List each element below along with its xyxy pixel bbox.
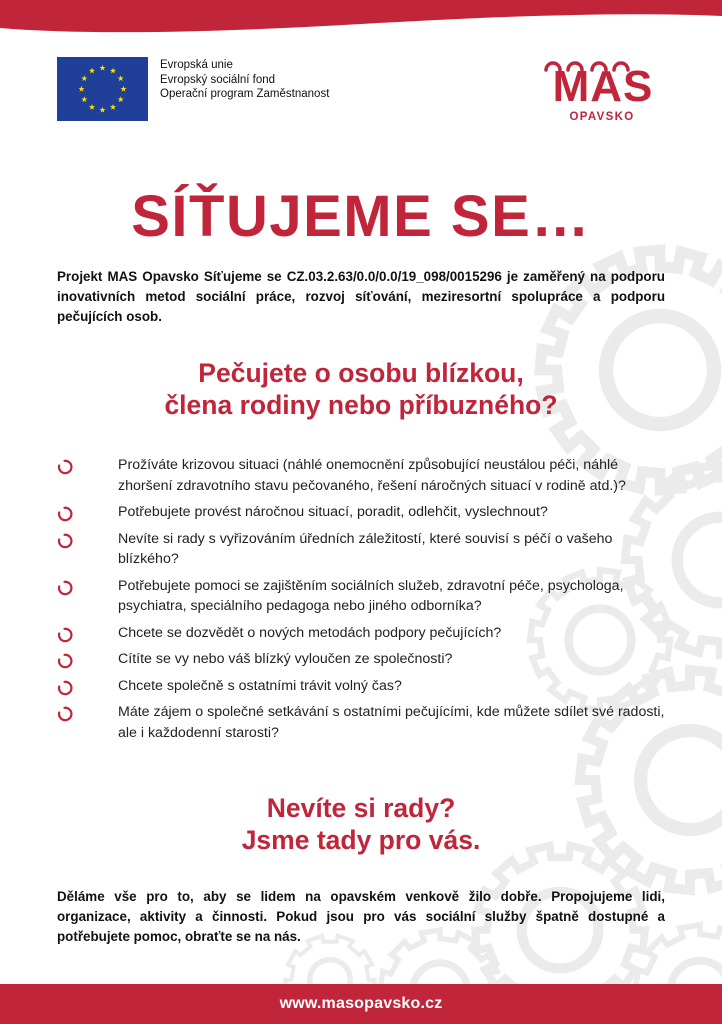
gear-hub-icon (677, 517, 722, 603)
top-wave-decoration (0, 0, 722, 48)
answer-heading (60, 792, 662, 856)
list-item-text: Nevíte si rady s vyřizováním úředních záležitostí, které souvisí s péčí o vašeho blízkého? (118, 530, 613, 567)
outro-paragraph: Děláme vše pro to, aby se lidem na opavském venkově žilo dobře. Propojujeme lidi, organizace, aktivity a činnosti. Pokud jsou pro vás sociální služby špatně dostupné a potřebujete pomoc, obraťte se na nás. (57, 889, 665, 944)
list-item-text: Chcete se dozvědět o nových metodách podpory pečujících? (118, 624, 502, 641)
ring-bullet-icon (56, 458, 74, 476)
ring-bullet-icon (56, 626, 74, 644)
question-line-1: Pečujete o osobu blízkou, (198, 358, 524, 388)
ring-bullet-icon (56, 505, 74, 523)
eu-flag-icon (57, 57, 148, 121)
ring-bullet-icon (56, 532, 74, 550)
eu-line-union: Evropská unie (160, 59, 233, 71)
list-item-text: Potřebujete pomoci se zajištěním sociálních služeb, zdravotní péče, psychologa, psychiatra, speciálního pedagoga nebo jiného odborníka? (118, 577, 624, 614)
mas-logo-subtitle: OPAVSKO (569, 111, 635, 123)
main-title: SÍŤUJEME SE… (131, 184, 591, 249)
footer-bar (0, 984, 722, 1024)
question-line-2: člena rodiny nebo příbuzného? (164, 390, 558, 420)
list-item-text: Prožíváte krizovou situaci (náhlé onemocnění způsobující neustálou péči, náhlé zhoršení zdravotního stavu pečovaného, řešení náročných situací v rodině atd.)? (118, 457, 626, 494)
answer-line-1: Nevíte si rady? (266, 793, 456, 823)
website-link[interactable]: www.masopavsko.cz (279, 995, 443, 1012)
list-item (56, 702, 666, 743)
list-item (56, 649, 666, 670)
eu-line-programme: Operační program Zaměstnanost (160, 88, 330, 100)
list-item (56, 529, 666, 570)
list-item-text: Cítíte se vy nebo váš blízký vyloučen ze společnosti? (118, 651, 453, 667)
intro-paragraph: Projekt MAS Opavsko Síťujeme se CZ.03.2.63/0.0/0.0/19_098/0015296 je zaměřený na podporu inovativních metod sociální práce, rozvoj síťování, meziresortní spolupráce a podporu pečujících osob. (57, 269, 665, 324)
ring-bullet-icon (56, 579, 74, 597)
eu-line-fund: Evropský sociální fond (160, 73, 276, 86)
list-item-text: Potřebujete provést náročnou situací, poradit, odlehčit, vyslechnout? (118, 504, 548, 520)
list-item (56, 455, 666, 496)
ring-bullet-icon (56, 705, 74, 723)
eu-logo-block (57, 57, 329, 121)
mas-logo-word: MAS (552, 62, 654, 111)
list-item (56, 676, 666, 697)
ring-bullet-icon (56, 679, 74, 697)
list-item (56, 502, 666, 523)
ring-bullet-icon (56, 652, 74, 670)
list-item-text: Chcete společně s ostatními trávit volný čas? (118, 677, 402, 694)
list-item (56, 623, 666, 644)
eu-text (160, 58, 329, 102)
question-heading (60, 357, 662, 421)
mas-opavsko-logo (534, 54, 670, 134)
list-item-text: Máte zájem o společné setkávání s ostatními pečujícími, kde můžete sdílet své radosti, ale i každodenní starosti? (118, 704, 665, 741)
answer-line-2: Jsme tady pro vás. (241, 825, 481, 855)
list-item (56, 576, 666, 617)
needs-list (56, 455, 666, 749)
